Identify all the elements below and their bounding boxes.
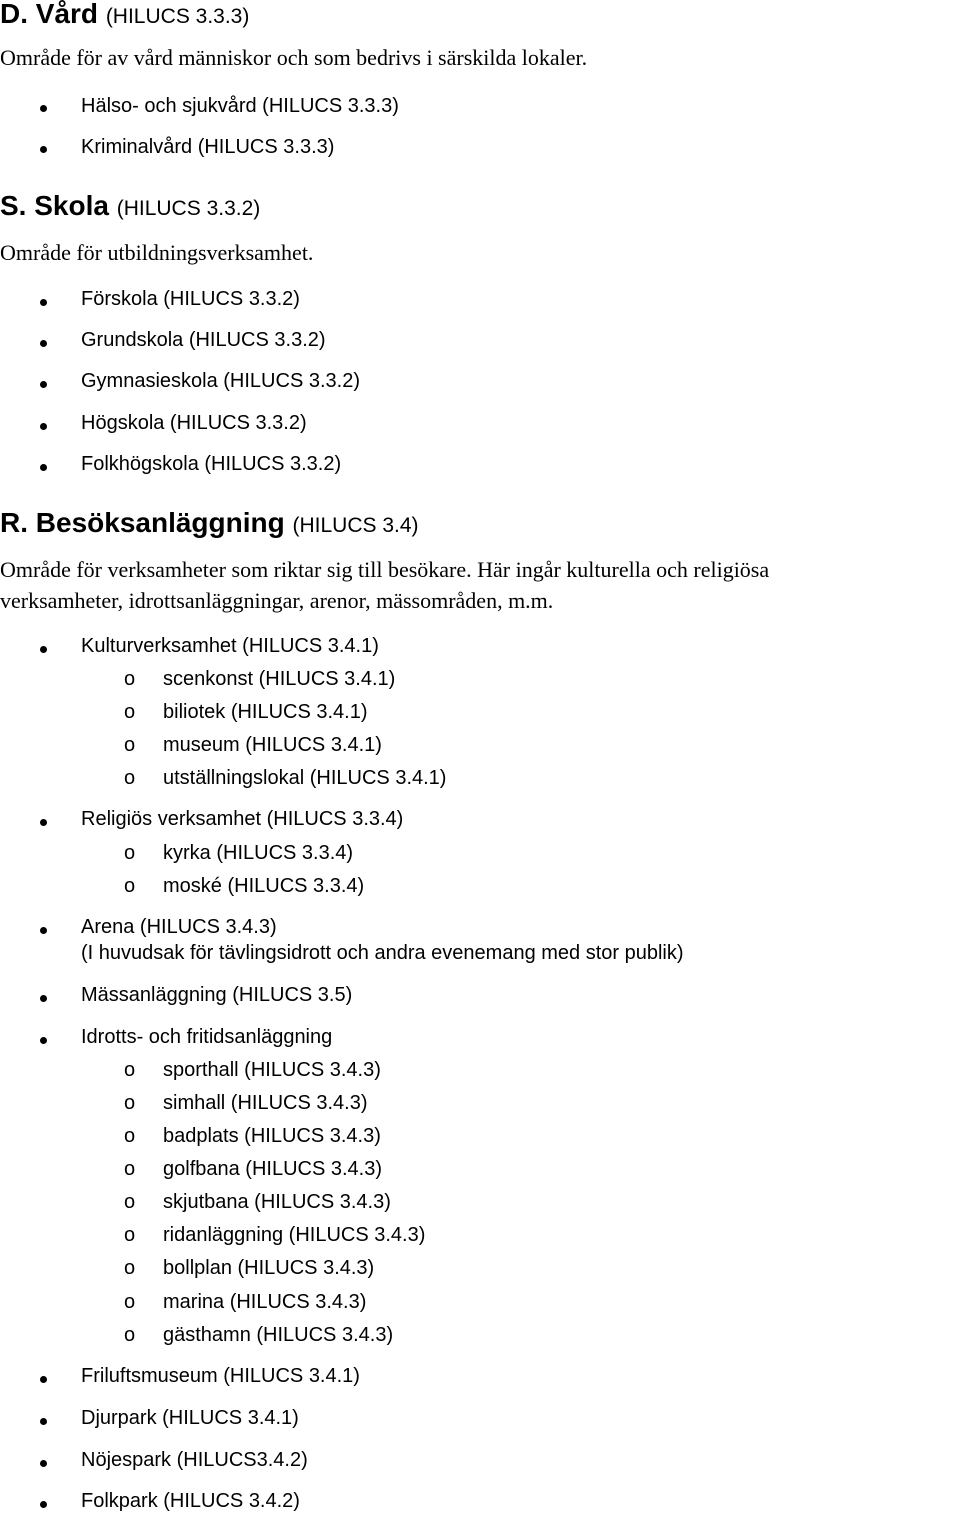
- heading-code: (HILUCS 3.3.3): [105, 5, 250, 28]
- circle-bullet-icon: o: [124, 842, 136, 864]
- list-item: Mässanläggning (HILUCS 3.5): [81, 984, 353, 1006]
- list-item: Djurpark (HILUCS 3.4.1): [81, 1407, 299, 1429]
- circle-bullet-icon: o: [124, 1324, 136, 1346]
- sub-list-item: badplats (HILUCS 3.4.3): [163, 1125, 381, 1147]
- circle-bullet-icon: o: [124, 734, 136, 756]
- sub-list-item: kyrka (HILUCS 3.3.4): [163, 842, 354, 864]
- sub-list-item: ridanläggning (HILUCS 3.4.3): [163, 1224, 426, 1246]
- sub-list-item: skjutbana (HILUCS 3.4.3): [163, 1191, 391, 1213]
- circle-bullet-icon: o: [124, 1092, 136, 1114]
- bullet-icon: [40, 1501, 47, 1508]
- bullet-icon: [40, 299, 47, 306]
- section-heading-d: [0, 0, 249, 30]
- bullet-icon: [40, 995, 47, 1002]
- list-item: Religiös verksamhet (HILUCS 3.3.4): [81, 808, 404, 830]
- sub-list-item: gästhamn (HILUCS 3.4.3): [163, 1324, 394, 1346]
- circle-bullet-icon: o: [124, 1158, 136, 1180]
- sub-list-item: golfbana (HILUCS 3.4.3): [163, 1158, 383, 1180]
- circle-bullet-icon: o: [124, 668, 136, 690]
- section-description-s: Område för utbildningsverksamhet.: [0, 240, 314, 265]
- bullet-icon: [40, 1418, 47, 1425]
- circle-bullet-icon: o: [124, 1257, 136, 1279]
- section-description-r-line2: verksamheter, idrottsanläggningar, arenor, mässområden, m.m.: [0, 588, 554, 613]
- bullet-icon: [40, 1037, 47, 1044]
- sub-list-item: marina (HILUCS 3.4.3): [163, 1291, 367, 1313]
- bullet-icon: [40, 381, 47, 388]
- list-item: Idrotts- och fritidsanläggning: [81, 1026, 333, 1048]
- section-description-d: Område för av vård människor och som bedrivs i särskilda lokaler.: [0, 45, 588, 70]
- bullet-icon: [40, 819, 47, 826]
- section-heading-r: [0, 507, 419, 539]
- sub-list-item: bollplan (HILUCS 3.4.3): [163, 1257, 375, 1279]
- heading-code: (HILUCS 3.4): [292, 514, 419, 537]
- bullet-icon: [40, 146, 47, 153]
- list-item: Nöjespark (HILUCS3.4.2): [81, 1449, 308, 1471]
- list-item: Friluftsmuseum (HILUCS 3.4.1): [81, 1365, 360, 1387]
- list-item: Högskola (HILUCS 3.3.2): [81, 412, 307, 434]
- circle-bullet-icon: o: [124, 1059, 136, 1081]
- bullet-icon: [40, 105, 47, 112]
- circle-bullet-icon: o: [124, 767, 136, 789]
- bullet-icon: [40, 423, 47, 430]
- list-item: Kriminalvård (HILUCS 3.3.3): [81, 136, 335, 158]
- sub-list-item: simhall (HILUCS 3.4.3): [163, 1092, 368, 1114]
- list-item: Folkpark (HILUCS 3.4.2): [81, 1490, 300, 1512]
- section-heading-s: [0, 190, 260, 222]
- list-item: Grundskola (HILUCS 3.3.2): [81, 329, 326, 351]
- circle-bullet-icon: o: [124, 701, 136, 723]
- heading-title: D. Vård: [0, 0, 99, 29]
- section-description-r-line1: Område för verksamheter som riktar sig till besökare. Här ingår kulturella och religiösa: [0, 557, 770, 582]
- circle-bullet-icon: o: [124, 1291, 136, 1313]
- bullet-icon: [40, 1460, 47, 1467]
- list-item: Arena (HILUCS 3.4.3): [81, 916, 277, 938]
- circle-bullet-icon: o: [124, 1191, 136, 1213]
- circle-bullet-icon: o: [124, 1224, 136, 1246]
- bullet-icon: [40, 1376, 47, 1383]
- bullet-icon: [40, 646, 47, 653]
- list-item: Hälso- och sjukvård (HILUCS 3.3.3): [81, 95, 399, 117]
- circle-bullet-icon: o: [124, 875, 136, 897]
- sub-list-item: moské (HILUCS 3.3.4): [163, 875, 365, 897]
- bullet-icon: [40, 464, 47, 471]
- list-item: Kulturverksamhet (HILUCS 3.4.1): [81, 635, 379, 657]
- sub-list-item: scenkonst (HILUCS 3.4.1): [163, 668, 396, 690]
- sub-list-item: utställningslokal (HILUCS 3.4.1): [163, 767, 447, 789]
- bullet-icon: [40, 927, 47, 934]
- list-item: Förskola (HILUCS 3.3.2): [81, 288, 300, 310]
- heading-code: (HILUCS 3.3.2): [116, 197, 261, 220]
- list-item: Gymnasieskola (HILUCS 3.3.2): [81, 370, 360, 392]
- sub-list-item: museum (HILUCS 3.4.1): [163, 734, 382, 756]
- circle-bullet-icon: o: [124, 1125, 136, 1147]
- sub-list-item: sporthall (HILUCS 3.4.3): [163, 1059, 381, 1081]
- sub-list-item: biliotek (HILUCS 3.4.1): [163, 701, 368, 723]
- list-item-note: (I huvudsak för tävlingsidrott och andra evenemang med stor publik): [81, 942, 684, 964]
- heading-title: S. Skola: [0, 190, 109, 221]
- heading-title: R. Besöksanläggning: [0, 507, 285, 538]
- list-item: Folkhögskola (HILUCS 3.3.2): [81, 453, 342, 475]
- bullet-icon: [40, 340, 47, 347]
